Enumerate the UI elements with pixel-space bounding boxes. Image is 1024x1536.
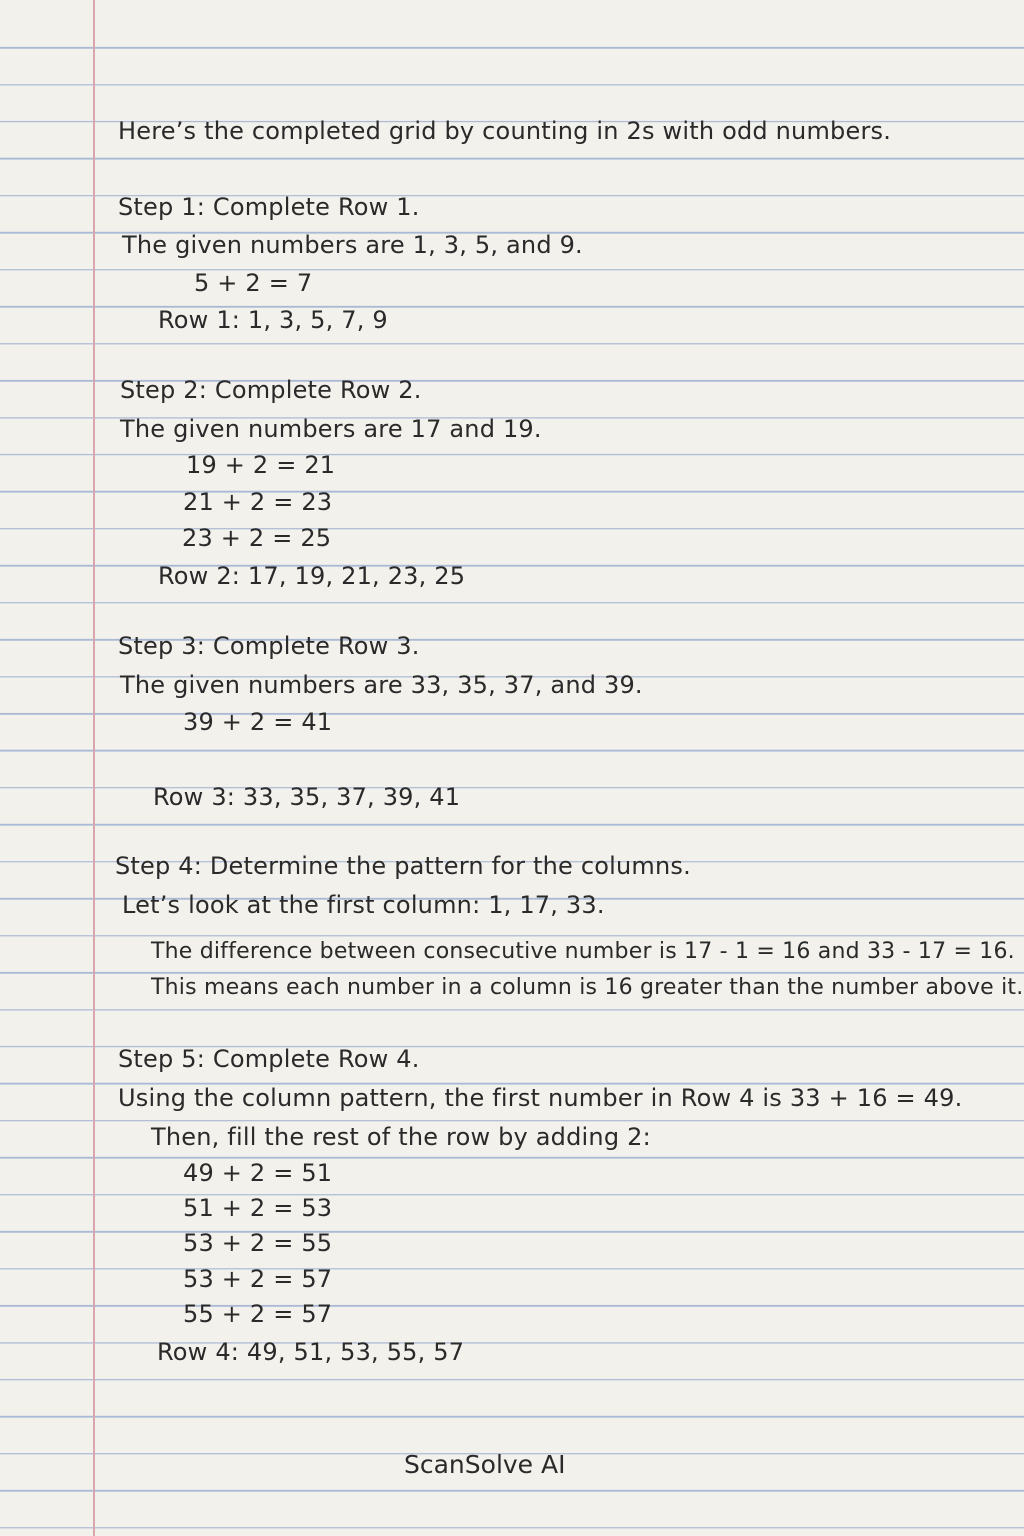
footer-brand: ScanSolve AI xyxy=(404,1450,566,1479)
step4-difference: The difference between consecutive number is 17 - 1 = 16 and 33 - 17 = 16. xyxy=(151,939,1015,964)
step5-then: Then, fill the rest of the row by adding 2: xyxy=(151,1123,651,1151)
step5-calc-5: 55 + 2 = 57 xyxy=(183,1300,333,1328)
intro-text: Here’s the completed grid by counting in 2s with odd numbers. xyxy=(118,117,892,145)
step1-heading: Step 1: Complete Row 1. xyxy=(118,193,420,221)
step2-row: Row 2: 17, 19, 21, 23, 25 xyxy=(158,562,466,590)
step5-using: Using the column pattern, the first number in Row 4 is 33 + 16 = 49. xyxy=(118,1084,963,1112)
step5-row: Row 4: 49, 51, 53, 55, 57 xyxy=(157,1338,465,1366)
step1-given: The given numbers are 1, 3, 5, and 9. xyxy=(122,231,583,259)
step3-row: Row 3: 33, 35, 37, 39, 41 xyxy=(153,783,461,811)
step3-given: The given numbers are 33, 35, 37, and 39. xyxy=(120,671,643,699)
step5-calc-1: 49 + 2 = 51 xyxy=(183,1159,333,1187)
step3-heading: Step 3: Complete Row 3. xyxy=(118,632,420,660)
step5-calc-2: 51 + 2 = 53 xyxy=(183,1194,333,1222)
step1-calc-1: 5 + 2 = 7 xyxy=(194,269,313,297)
step2-calc-2: 21 + 2 = 23 xyxy=(183,488,333,516)
step4-heading: Step 4: Determine the pattern for the columns. xyxy=(115,852,691,880)
step4-look: Let’s look at the first column: 1, 17, 33. xyxy=(122,891,605,919)
step5-calc-3: 53 + 2 = 55 xyxy=(183,1229,333,1257)
step5-heading: Step 5: Complete Row 4. xyxy=(118,1045,420,1073)
step1-row: Row 1: 1, 3, 5, 7, 9 xyxy=(158,306,388,334)
step2-heading: Step 2: Complete Row 2. xyxy=(120,376,422,404)
step2-given: The given numbers are 17 and 19. xyxy=(120,415,542,443)
step2-calc-1: 19 + 2 = 21 xyxy=(186,451,336,479)
step2-calc-3: 23 + 2 = 25 xyxy=(182,524,332,552)
step5-calc-4: 53 + 2 = 57 xyxy=(183,1265,333,1293)
step4-meaning: This means each number in a column is 16 greater than the number above it. xyxy=(151,975,1024,1000)
step3-calc-1: 39 + 2 = 41 xyxy=(183,708,333,736)
